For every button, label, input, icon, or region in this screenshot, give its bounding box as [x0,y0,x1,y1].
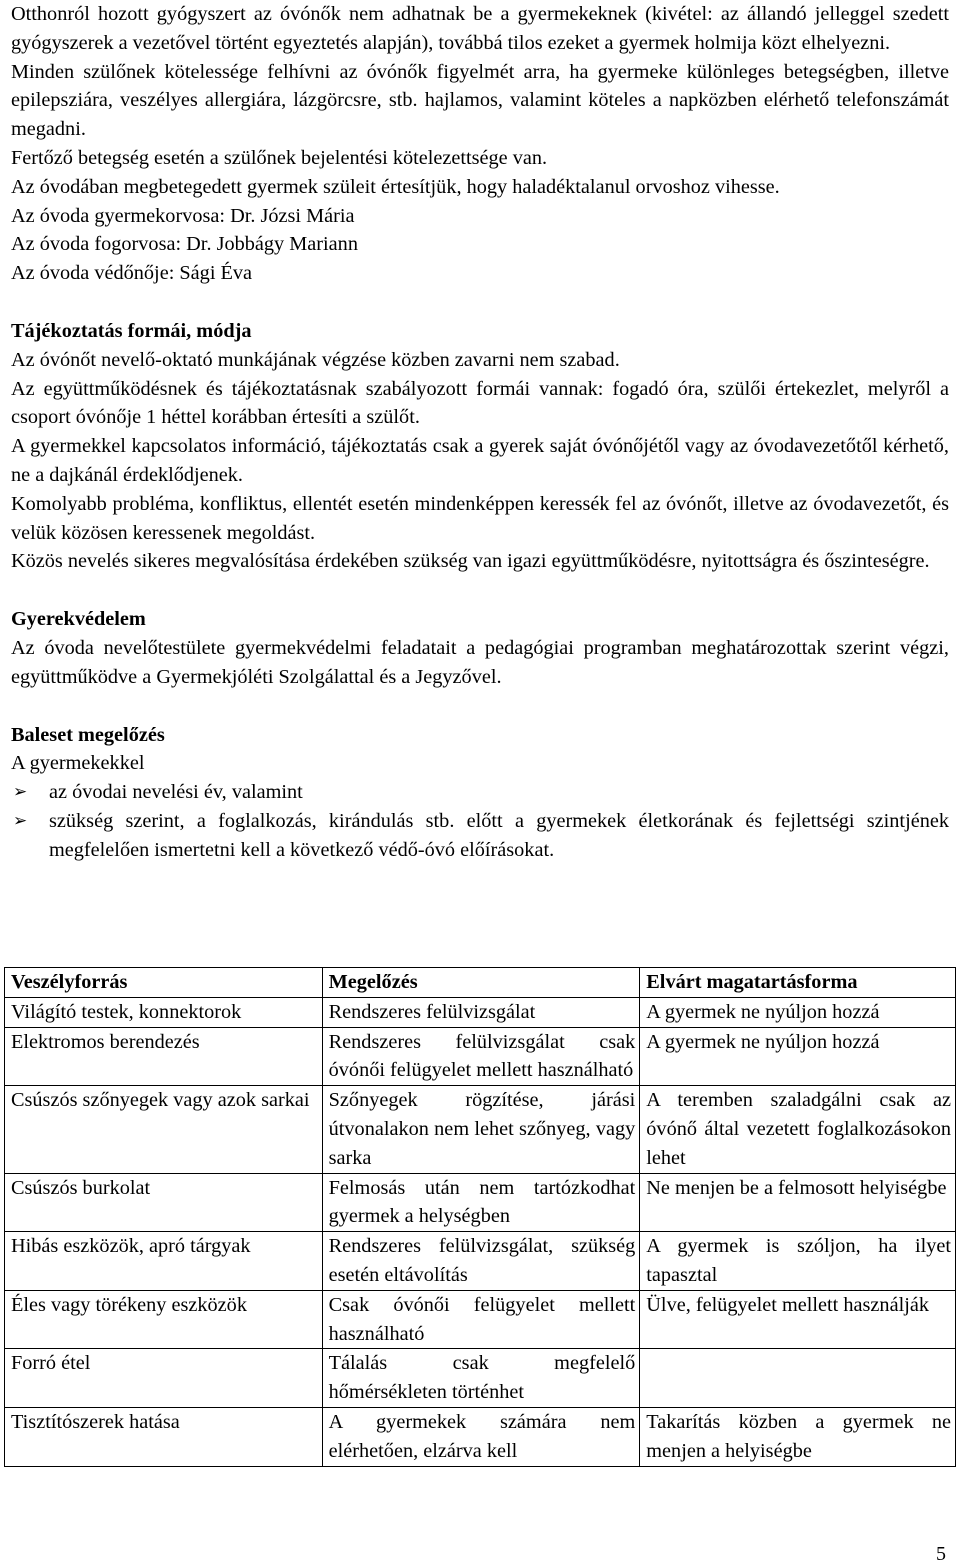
table-cell: Felmosás után nem tartózkodhat gyermek a helységben [322,1173,640,1232]
paragraph-pediatrician: Az óvoda gyermekorvosa: Dr. Józsi Mária [11,204,355,227]
table-cell: Csak óvónői felügyelet mellett használható [322,1290,640,1349]
bullet-text: az óvodai nevelési év, valamint [49,781,303,804]
info-paragraph: Az óvónőt nevelő-oktató munkájának végzése közben zavarni nem szabad. [11,348,620,371]
info-paragraph: Az együttműködésnek és tájékoztatásnak szabályozott formái vannak: fogadó óra, szülői értekezlet, melyről a csoport óvónője 1 héttel korábban értesíti a szülőt. [11,377,949,429]
header-hazard-source: Veszélyforrás [5,968,323,998]
table-cell: Forró étel [5,1349,323,1408]
table-row [5,1407,956,1466]
hazard-table [4,967,956,1467]
paragraph-medication: Otthonról hozott gyógyszert az óvónők nem adhatnak be a gyermekeknek (kivétel: az állandó jelleggel szedett gyógyszerek a vezetővel történt egyeztetés alapján), továbbá tilos ezeket a gyermek holmija közt elhelyezni. [11,3,949,54]
table-cell: Rendszeres felülvizsgálat [322,997,640,1027]
table-row [5,1232,956,1291]
accident-intro: A gyermekekkel [11,752,145,775]
paragraph-nurse: Az óvoda védőnője: Sági Éva [11,262,253,285]
list-item [11,807,949,865]
paragraph-infectious: Fertőző betegség esetén a szülőnek bejelentési kötelezettsége van. [11,146,548,169]
info-paragraph: A gyermekkel kapcsolatos információ, tájékoztatás csak a gyerek saját óvónőjétől vagy az óvodavezetőtől kérhető, ne a dajkánál érdeklődjenek. [11,435,949,486]
table-cell: Elektromos berendezés [5,1027,323,1086]
list-item [11,778,949,807]
table-cell: Szőnyegek rögzítése, járási útvonalakon nem lehet szőnyeg, vagy sarka [322,1086,640,1173]
child-protection-text: Az óvoda nevelőtestülete gyermekvédelmi feladatait a pedagógiai programban meghatározottak szerint végzi, együttműködve a Gyermekjóléti Szolgálattal és a Jegyzővel. [11,636,949,688]
table-cell: A teremben szaladgálni csak az óvónő által vezetett foglalkozásokon lehet [640,1086,956,1173]
table-header-row [5,968,956,998]
document-page [11,0,949,865]
table-cell: Ülve, felügyelet mellett használják [640,1290,956,1349]
paragraph-dentist: Az óvoda fogorvosa: Dr. Jobbágy Mariann [11,233,358,256]
paragraph-sick-child: Az óvodában megbetegedett gyermek szüleit értesítjük, hogy haladéktalanul orvoshoz vihesse. [11,175,780,198]
table-cell: Takarítás közben a gyermek ne menjen a helyiségbe [640,1407,956,1466]
table-cell: Éles vagy törékeny eszközök [5,1290,323,1349]
accident-bullet-list [11,778,949,864]
table-cell: Csúszós burkolat [5,1173,323,1232]
table-cell: A gyermekek számára nem elérhetően, elzárva kell [322,1407,640,1466]
header-prevention: Megelőzés [322,968,640,998]
bullet-text: szükség szerint, a foglalkozás, kirándulás stb. előtt a gyermekek életkorának és fejlettségi szintjének megfelelően ismertetni kell a következő védő-óvó előírásokat. [49,809,949,861]
arrow-bullet-icon: ➢ [13,782,28,803]
table-cell: Csúszós szőnyegek vagy azok sarkai [5,1086,323,1173]
arrow-bullet-icon: ➢ [13,810,28,831]
info-paragraph: Komolyabb probléma, konfliktus, ellentét esetén mindenképpen keressék fel az óvónőt, illetve az óvodavezetőt, és velük közösen keressenek megoldást. [11,492,949,544]
header-expected-behavior: Elvárt magatartásforma [640,968,956,998]
table-row [5,1349,956,1408]
table-cell: Világító testek, konnektorok [5,997,323,1027]
heading-accident-prevention: Baleset megelőzés [11,723,165,746]
table-row [5,997,956,1027]
table-cell: Rendszeres felülvizsgálat csak óvónői felügyelet mellett használható [322,1027,640,1086]
table-cell [640,1349,956,1408]
table-row [5,1173,956,1232]
table-cell: A gyermek ne nyúljon hozzá [640,997,956,1027]
table-cell: A gyermek is szóljon, ha ilyet tapasztal [640,1232,956,1291]
table-row [5,1290,956,1349]
table-cell: A gyermek ne nyúljon hozzá [640,1027,956,1086]
paragraph-parent-duty: Minden szülőnek kötelessége felhívni az óvónők figyelmét arra, ha gyermeke különleges betegségben, illetve epilepsziára, veszélyes allergiára, lázgörcsre, stb. hajlamos, valamint köteles a napközben elérhető telefonszámát megadni. [11,60,949,141]
table-cell: Rendszeres felülvizsgálat, szükség esetén eltávolítás [322,1232,640,1291]
page-number: 5 [936,1543,946,1565]
heading-info: Tájékoztatás formái, módja [11,319,252,342]
table-cell: Tisztítószerek hatása [5,1407,323,1466]
table-cell: Hibás eszközök, apró tárgyak [5,1232,323,1291]
table-row [5,1086,956,1173]
table-cell: Tálalás csak megfelelő hőmérsékleten történhet [322,1349,640,1408]
table-cell: Ne menjen be a felmosott helyiségbe [640,1173,956,1232]
table-row [5,1027,956,1086]
info-paragraph: Közös nevelés sikeres megvalósítása érdekében szükség van igazi együttműködésre, nyitottságra és őszinteségre. [11,550,930,573]
heading-child-protection: Gyerekvédelem [11,608,146,631]
